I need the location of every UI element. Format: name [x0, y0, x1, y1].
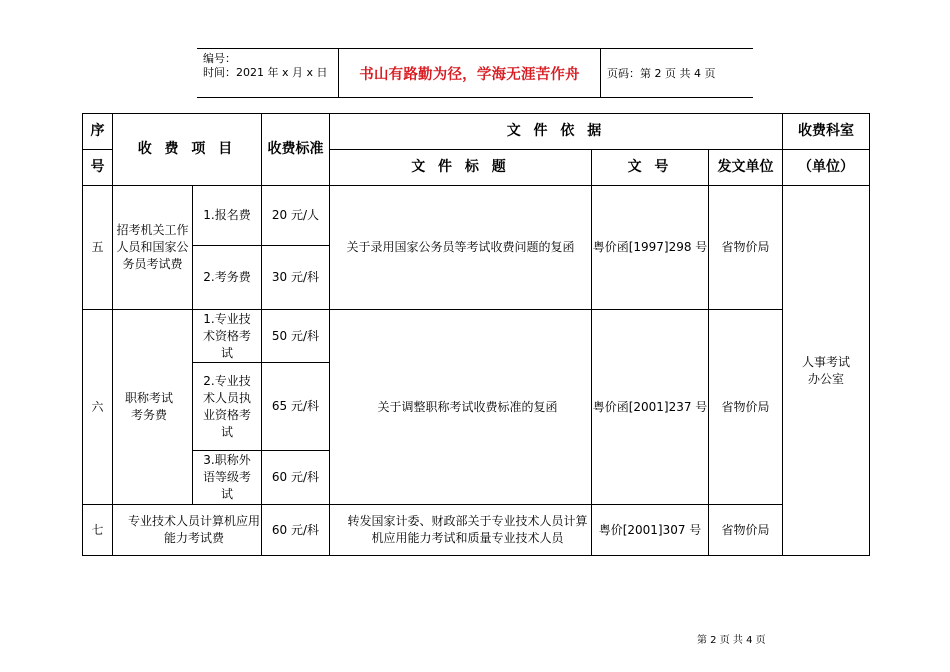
subitem-name-text: 3.职称外语等级考试	[202, 453, 251, 501]
subitem-name: 2.考务费	[193, 246, 262, 310]
header-motto-cell	[338, 49, 601, 97]
subitem-name	[193, 363, 262, 451]
subitem-name	[193, 451, 262, 505]
row-issuer: 省物价局	[709, 186, 783, 310]
header-meta	[197, 49, 338, 97]
table-row	[83, 310, 870, 363]
subitem-name-text: 1.专业技术资格考试	[202, 311, 251, 360]
row-group: 招考机关工作人员和国家公务员考试费	[113, 186, 193, 310]
row-group-text: 职称考试考务费	[124, 391, 173, 422]
row-seq: 六	[83, 310, 113, 505]
table-row	[83, 505, 870, 556]
header-dept-bottom: （单位）	[783, 150, 870, 186]
subitem-standard: 30 元/科	[262, 246, 330, 310]
header-issuer: 发文单位	[709, 150, 783, 186]
subitem-standard: 65 元/科	[262, 363, 330, 451]
row-group: 专业技术人员计算机应用能力考试费	[113, 505, 262, 556]
page-footer: 第 2 页 共 4 页	[697, 635, 766, 646]
subitem-name-text: 2.专业技术人员执业资格考试	[202, 373, 251, 439]
serial-label: 编号：	[203, 52, 236, 65]
header-row-1	[83, 114, 870, 150]
dept-name: 人事考试办公室	[802, 354, 851, 386]
motto: 书山有路勤为径，学海无涯苦作舟	[359, 66, 580, 83]
header-page-cell	[600, 49, 753, 97]
row-doc-title: 转发国家计委、财政部关于专业技术人员计算机应用能力考试和质量专业技术人员	[330, 505, 592, 556]
subitem-standard: 20 元/人	[262, 186, 330, 246]
header-doc-number: 文 号	[592, 150, 709, 186]
row-issuer: 省物价局	[709, 310, 783, 505]
dept-cell	[783, 186, 870, 556]
subitem-name: 1.报名费	[193, 186, 262, 246]
row-issuer: 省物价局	[709, 505, 783, 556]
row-doc-number: 粤价[2001]307 号	[592, 505, 709, 556]
row-doc-title: 关于调整职称考试收费标准的复函	[330, 310, 592, 505]
row-seq: 七	[83, 505, 113, 556]
fee-table	[82, 113, 870, 556]
header-doc-title: 文 件 标 题	[330, 150, 592, 186]
row-group	[113, 310, 193, 505]
page-label: 页码：第 2 页 共 4 页	[607, 67, 716, 80]
subitem-standard: 50 元/科	[262, 310, 330, 363]
row-doc-title: 关于录用国家公务员等考试收费问题的复函	[330, 186, 592, 310]
header-dept-top: 收费科室	[783, 114, 870, 150]
header-seq-bottom: 号	[83, 150, 113, 186]
row-seq: 五	[83, 186, 113, 310]
header-seq-top: 序	[83, 114, 113, 150]
subitem-standard: 60 元/科	[262, 451, 330, 505]
document-header	[197, 48, 753, 98]
time-label: 时间：2021 年 x 月 x 日	[203, 66, 328, 79]
row-standard: 60 元/科	[262, 505, 330, 556]
header-standard: 收费标准	[262, 114, 330, 186]
row-doc-number: 粤价函[1997]298 号	[592, 186, 709, 310]
header-item: 收 费 项 目	[113, 114, 262, 186]
subitem-name	[193, 310, 262, 363]
row-doc-number: 粤价函[2001]237 号	[592, 310, 709, 505]
table-row	[83, 186, 870, 246]
header-doc-basis: 文 件 依 据	[330, 114, 783, 150]
